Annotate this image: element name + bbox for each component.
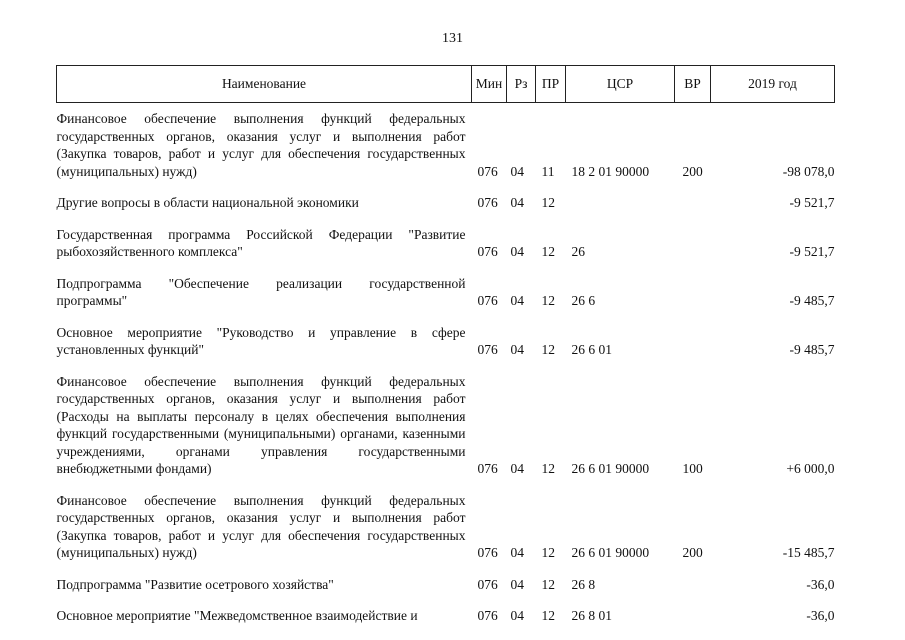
page-number: 131 <box>442 31 463 46</box>
row-vr <box>675 268 711 317</box>
row-min: 076 <box>477 545 498 560</box>
row-amount: -9 485,7 <box>789 293 835 308</box>
header-rz: Рз <box>507 66 536 103</box>
table-row <box>57 187 835 219</box>
header-name: Наименование <box>57 66 472 103</box>
table-row <box>57 317 835 366</box>
row-amount: -9 521,7 <box>789 244 835 259</box>
table-row <box>57 569 835 601</box>
table-row <box>57 103 835 188</box>
table-row <box>57 268 835 317</box>
row-amount: +6 000,0 <box>786 461 835 476</box>
row-pr: 12 <box>541 342 555 357</box>
row-min: 076 <box>477 608 498 623</box>
header-vr: ВР <box>675 66 711 103</box>
row-pr: 12 <box>541 576 555 592</box>
row-name: Подпрограмма "Развитие осетрового хозяйства" <box>56 576 334 592</box>
row-csr: 26 6 01 <box>571 342 612 357</box>
row-vr: 100 <box>682 461 703 476</box>
row-csr: 26 6 01 90000 <box>571 461 650 476</box>
row-min: 076 <box>477 244 498 259</box>
row-rz: 04 <box>510 461 524 476</box>
row-vr <box>675 187 711 219</box>
row-pr: 12 <box>541 293 555 308</box>
row-name: Финансовое обеспечение выполнения функций федеральных государственных органов, оказания услуг и выполнения работ (Закупка товаров, работ и услуг для обеспечения государственных (муниципальных) нужд) <box>56 492 466 560</box>
row-min: 076 <box>477 576 498 592</box>
row-min: 076 <box>477 293 498 308</box>
row-vr <box>675 317 711 366</box>
row-pr: 12 <box>541 608 555 623</box>
row-csr: 18 2 01 90000 <box>571 163 650 179</box>
row-min: 076 <box>477 163 498 179</box>
row-amount: -9 521,7 <box>789 195 835 210</box>
row-rz: 04 <box>510 244 524 259</box>
row-pr: 12 <box>541 195 555 210</box>
header-csr: ЦСР <box>566 66 675 103</box>
row-csr: 26 8 <box>571 576 596 592</box>
row-rz: 04 <box>510 293 524 308</box>
row-rz: 04 <box>510 195 524 210</box>
row-vr <box>675 219 711 268</box>
row-pr: 12 <box>541 461 555 476</box>
row-rz: 04 <box>510 342 524 357</box>
row-csr <box>566 187 675 219</box>
row-name: Финансовое обеспечение выполнения функций федеральных государственных органов, оказания услуг и выполнения работ (Закупка товаров, работ и услуг для обеспечения государственных (муниципальных) нужд) <box>56 111 466 179</box>
row-amount: -98 078,0 <box>782 163 835 179</box>
row-min: 076 <box>477 461 498 476</box>
row-name: Другие вопросы в области национальной экономики <box>56 195 359 210</box>
row-pr: 12 <box>541 545 555 560</box>
row-min: 076 <box>477 195 498 210</box>
budget-table <box>56 65 835 632</box>
row-vr <box>675 569 711 601</box>
row-rz: 04 <box>510 163 524 179</box>
table-row <box>57 485 835 569</box>
row-vr <box>675 600 711 632</box>
table-row <box>57 366 835 485</box>
row-amount: -36,0 <box>806 608 835 623</box>
row-name: Финансовое обеспечение выполнения функций федеральных государственных органов, оказания услуг и выполнения работ (Расходы на выплаты персоналу в целях обеспечения выполнения функций государственными (муниципальными) органами, казенными учреждениями, органами управления государственными внебюджетными фондами) <box>56 373 466 476</box>
table-row <box>57 219 835 268</box>
row-min: 076 <box>477 342 498 357</box>
row-amount: -9 485,7 <box>789 342 835 357</box>
row-name: Основное мероприятие "Межведомственное взаимодействие и <box>56 608 418 623</box>
row-amount: -36,0 <box>806 576 835 592</box>
row-name: Государственная программа Российской Федерации "Развитие рыбохозяйственного комплекса" <box>56 226 466 259</box>
row-csr: 26 6 01 90000 <box>571 545 650 560</box>
row-amount: -15 485,7 <box>782 545 835 560</box>
row-vr: 200 <box>682 545 703 560</box>
row-name: Основное мероприятие "Руководство и управление в сфере установленных функций" <box>56 324 466 357</box>
row-name: Подпрограмма "Обеспечение реализации государственной программы" <box>56 275 466 308</box>
row-csr: 26 <box>571 244 585 259</box>
row-rz: 04 <box>510 608 524 623</box>
row-vr: 200 <box>682 163 703 179</box>
header-year: 2019 год <box>711 66 835 103</box>
table-header-row <box>57 66 835 103</box>
row-pr: 12 <box>541 244 555 259</box>
header-pr: ПР <box>536 66 566 103</box>
row-rz: 04 <box>510 545 524 560</box>
table-row <box>57 600 835 632</box>
row-rz: 04 <box>510 576 524 592</box>
header-min: Мин <box>472 66 507 103</box>
row-csr: 26 6 <box>571 293 596 308</box>
row-csr: 26 8 01 <box>571 608 612 623</box>
row-pr: 11 <box>541 163 555 179</box>
